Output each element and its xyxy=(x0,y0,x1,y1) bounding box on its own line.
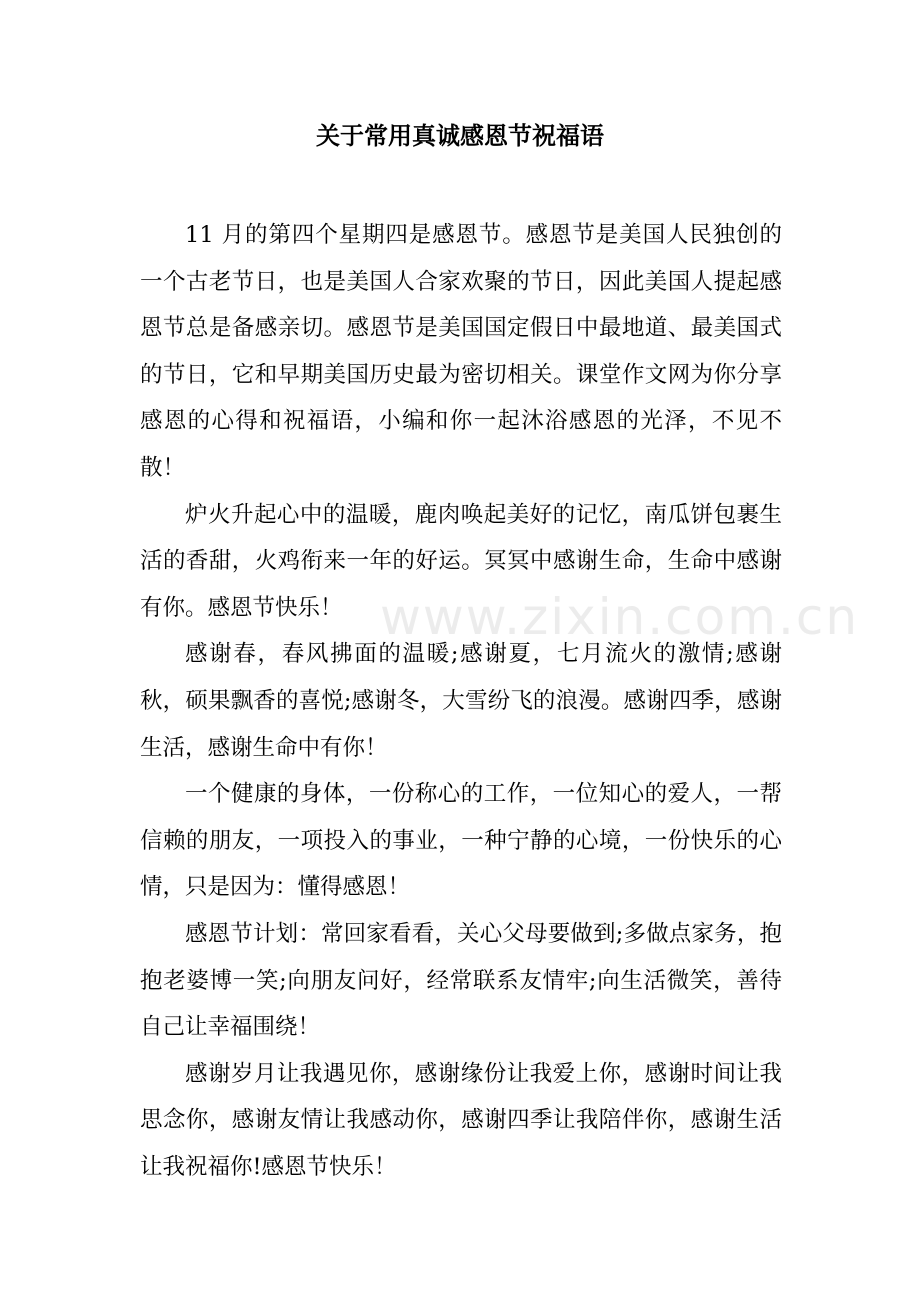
paragraph-greeting-2: 感谢春，春风拂面的温暖;感谢夏，七月流火的激情;感谢秋，硕果飘香的喜悦;感谢冬，大雪纷飞的浪漫。感谢四季，感谢生活，感谢生命中有你！ xyxy=(140,641,782,761)
watermark-text: www.zixin.com.cn xyxy=(380,588,860,646)
paragraph-greeting-1: 炉火升起心中的温暖，鹿肉唤起美好的记忆，南瓜饼包裹生活的香甜，火鸡衔来一年的好运。冥冥中感谢生命，生命中感谢有你。感恩节快乐！ xyxy=(140,501,782,621)
paragraph-greeting-5: 感谢岁月让我遇见你，感谢缘份让我爱上你，感谢时间让我思念你，感谢友情让我感动你，感谢四季让我陪伴你，感谢生活让我祝福你!感恩节快乐！ xyxy=(140,1060,782,1180)
paragraph-intro: 11 月的第四个星期四是感恩节。感恩节是美国人民独创的一个古老节日，也是美国人合家欢聚的节日，因此美国人提起感恩节总是备感亲切。感恩节是美国国定假日中最地道、最美国式的节日，它和早期美国历史最为密切相关。课堂作文网为你分享感恩的心得和祝福语，小编和你一起沐浴感恩的光泽，不见不散！ xyxy=(140,222,782,481)
document-body xyxy=(140,212,782,1190)
paragraph-greeting-3: 一个健康的身体，一份称心的工作，一位知心的爱人，一帮信赖的朋友，一项投入的事业，一种宁静的心境，一份快乐的心情，只是因为：懂得感恩！ xyxy=(140,781,782,901)
paragraph-greeting-4: 感恩节计划：常回家看看，关心父母要做到;多做点家务，抱抱老婆博一笑;向朋友问好，经常联系友情牢;向生活微笑，善待自己让幸福围绕！ xyxy=(140,920,782,1041)
document-title: 关于常用真诚感恩节祝福语 xyxy=(316,121,604,150)
